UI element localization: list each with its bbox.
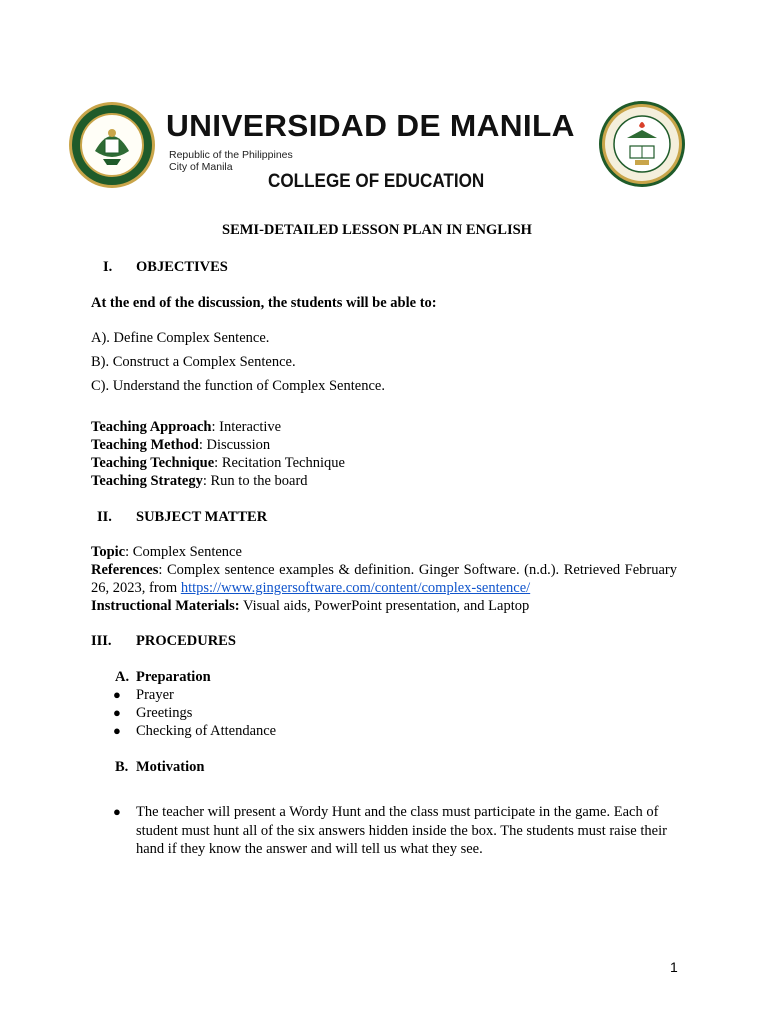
teaching-label: Teaching Technique <box>91 455 215 471</box>
teaching-label: Teaching Method <box>91 437 199 453</box>
document-title: SEMI-DETAILED LESSON PLAN IN ENGLISH <box>222 222 532 238</box>
teaching-strategy <box>91 472 308 490</box>
preparation-item: Greetings <box>136 705 193 721</box>
section-subject-title: SUBJECT MATTER <box>136 509 268 525</box>
teaching-approach <box>91 418 281 436</box>
bullet-icon: ● <box>113 687 121 702</box>
college-name: COLLEGE OF EDUCATION <box>268 171 485 192</box>
city-line: City of Manila <box>169 161 233 173</box>
page-number: 1 <box>670 959 678 975</box>
section-procedures-title: PROCEDURES <box>136 633 236 649</box>
section-procedures-numeral: III. <box>91 633 112 649</box>
teaching-method <box>91 436 270 454</box>
right-college-seal <box>597 100 687 188</box>
materials-line <box>91 597 529 615</box>
university-name: UNIVERSIDAD DE MANILA <box>166 108 575 143</box>
teaching-label: Teaching Approach <box>91 419 212 435</box>
preparation-letter: A. <box>115 669 130 685</box>
teaching-technique <box>91 454 345 472</box>
motivation-title: Motivation <box>136 759 205 775</box>
materials-value: Visual aids, PowerPoint presentation, and Laptop <box>239 598 530 614</box>
references-paragraph <box>91 561 677 597</box>
preparation-item: Checking of Attendance <box>136 723 277 739</box>
materials-label: Instructional Materials: <box>91 598 240 614</box>
topic-line <box>91 543 242 561</box>
section-objectives-numeral: I. <box>103 259 113 275</box>
section-subject-numeral: II. <box>97 509 112 525</box>
bullet-icon: ● <box>113 705 121 720</box>
topic-value: : Complex Sentence <box>125 544 242 560</box>
teaching-value: : Run to the board <box>202 473 308 489</box>
objectives-intro: At the end of the discussion, the students will be able to: <box>91 295 437 311</box>
republic-line: Republic of the Philippines <box>169 149 293 161</box>
motivation-letter: B. <box>115 759 129 775</box>
teaching-label: Teaching Strategy <box>91 473 203 489</box>
section-objectives-title: OBJECTIVES <box>136 259 228 275</box>
motivation-item: The teacher will present a Wordy Hunt and the class must participate in the game. Each of student must hunt all of the six answers hidden inside the box. The students must raise their hand if they know the answer and will tell us what they see. <box>136 804 667 857</box>
left-university-seal <box>67 101 157 189</box>
references-text: : Complex sentence examples & definition. Ginger Software. (n.d.). Retrieved February 26, 2023, from <box>91 562 677 596</box>
teaching-value: : Interactive <box>211 419 282 435</box>
objective-item: C). Understand the function of Complex Sentence. <box>91 378 385 394</box>
objective-item: B). Construct a Complex Sentence. <box>91 354 296 370</box>
bullet-icon: ● <box>113 723 121 738</box>
topic-label: Topic <box>91 544 126 560</box>
preparation-item: Prayer <box>136 687 174 703</box>
preparation-title: Preparation <box>136 669 211 685</box>
teaching-value: : Recitation Technique <box>214 455 345 471</box>
objective-item: A). Define Complex Sentence. <box>91 330 270 346</box>
references-link[interactable]: https://www.gingersoftware.com/content/complex-sentence/ <box>180 580 531 596</box>
references-label: References <box>91 562 159 578</box>
teaching-value: : Discussion <box>198 437 271 453</box>
bullet-icon: ● <box>113 804 121 819</box>
